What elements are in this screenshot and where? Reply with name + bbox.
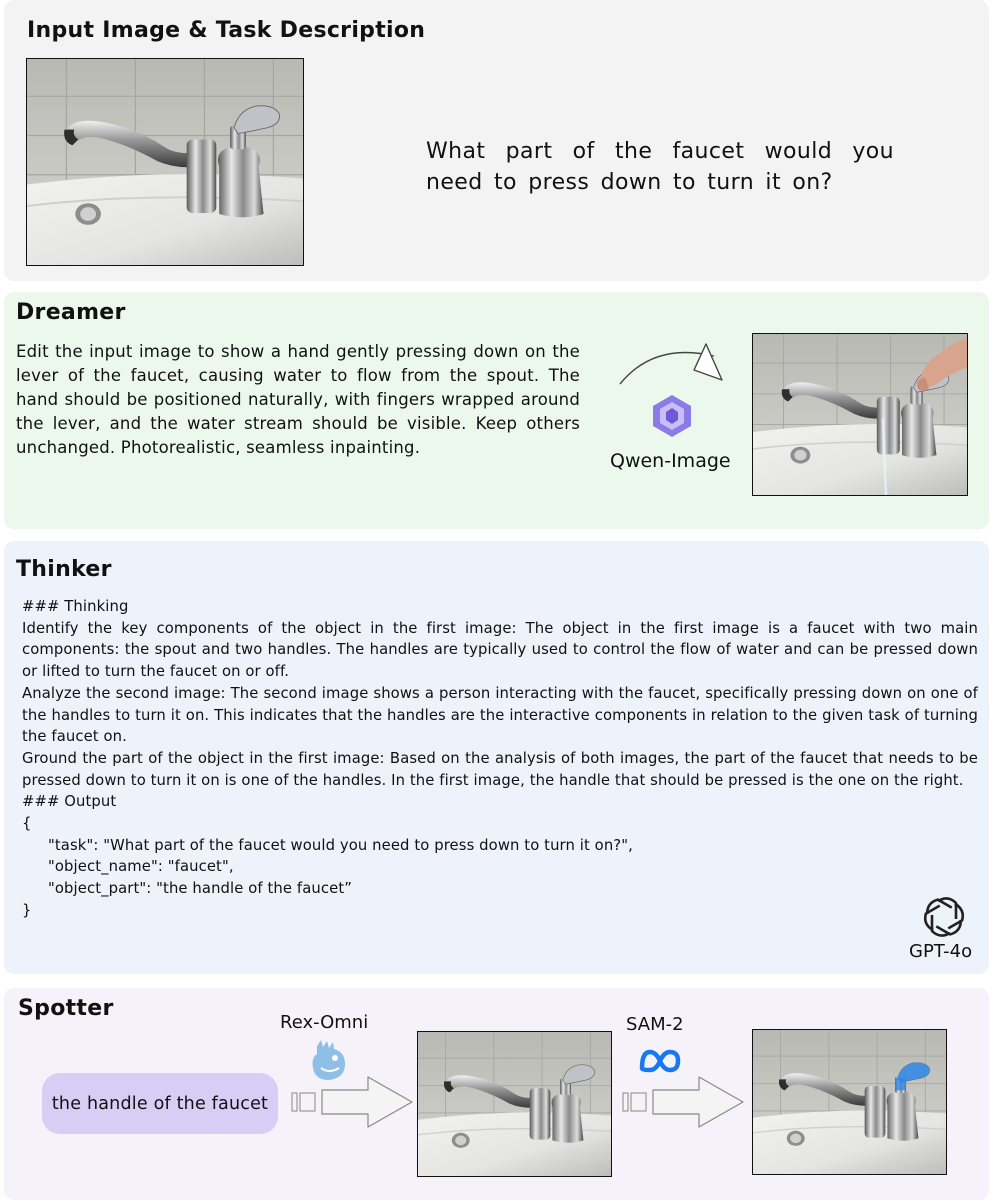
json-object-name: "object_name": "faucet", <box>48 858 234 876</box>
json-open-brace: { <box>22 815 32 833</box>
thinking-step-1: Identify the key components of the object in the first image: The object in the first image is a faucet with two main components: the spout and two handles. The handles are typically used to control the flow of water and can be pressed down or lifted to turn the faucet on or off. <box>22 619 978 681</box>
gpt4o-label: GPT-4o <box>909 941 973 962</box>
spotter-panel <box>4 988 989 1200</box>
curved-arrow-icon <box>614 340 729 388</box>
spotter-title: Spotter <box>18 996 114 1021</box>
edit-prompt: Edit the input image to show a hand gently pressing down on the lever of the faucet, causing water to flow from the spout. The hand should be positioned naturally, with fingers wrapped around the lever, and the water stream should be visible. Keep others unchanged. Photorealistic, seamless inpainting. <box>16 342 580 457</box>
dreamed-faucet-image <box>752 333 968 496</box>
segmented-handle-image <box>752 1029 947 1175</box>
query-pill: the handle of the faucet <box>42 1073 278 1134</box>
dreamer-title: Dreamer <box>16 300 126 325</box>
qwen-image-label: Qwen-Image <box>610 450 731 472</box>
dreamer-panel <box>4 292 989 529</box>
json-close-brace: } <box>22 901 32 919</box>
thinking-step-3: Ground the part of the object in the first image: Based on the analysis of both images, the part of the faucet that needs to be pressed down to turn it on is one of the handles. In the first image, the handle that should be pressed is the one on the right. <box>22 749 978 789</box>
thinking-step-2: Analyze the second image: The second image shows a person interacting with the faucet, specifically pressing down on one of the handles to turn it on. This indicates that the handles are the interactive components in relation to the given task of turning the faucet on. <box>22 684 978 746</box>
meta-logo-icon <box>638 1048 682 1074</box>
model-arrow-icon <box>290 1074 416 1130</box>
input-title: Input Image & Task Description <box>27 18 426 43</box>
sam2-label: SAM-2 <box>626 1014 684 1035</box>
qwen-logo-icon <box>648 391 696 439</box>
input-faucet-image <box>26 58 304 266</box>
output-heading: ### Output <box>22 793 117 811</box>
openai-logo-icon <box>919 893 969 941</box>
thinking-heading: ### Thinking <box>22 598 129 615</box>
thinker-panel <box>4 541 989 974</box>
json-task: "task": "What part of the faucet would you need to press down to turn it on?", <box>48 836 633 854</box>
detected-handle-image <box>417 1031 612 1177</box>
thinker-title: Thinker <box>16 557 112 582</box>
task-question: What part of the faucet would you need to press down to turn it on? <box>426 139 894 195</box>
rex-omni-label: Rex-Omni <box>280 1012 369 1033</box>
json-object-part: "object_part": "the handle of the faucet” <box>48 880 352 898</box>
model-arrow-icon-2 <box>621 1074 747 1130</box>
input-panel <box>4 0 989 281</box>
thinking-text <box>22 596 978 922</box>
